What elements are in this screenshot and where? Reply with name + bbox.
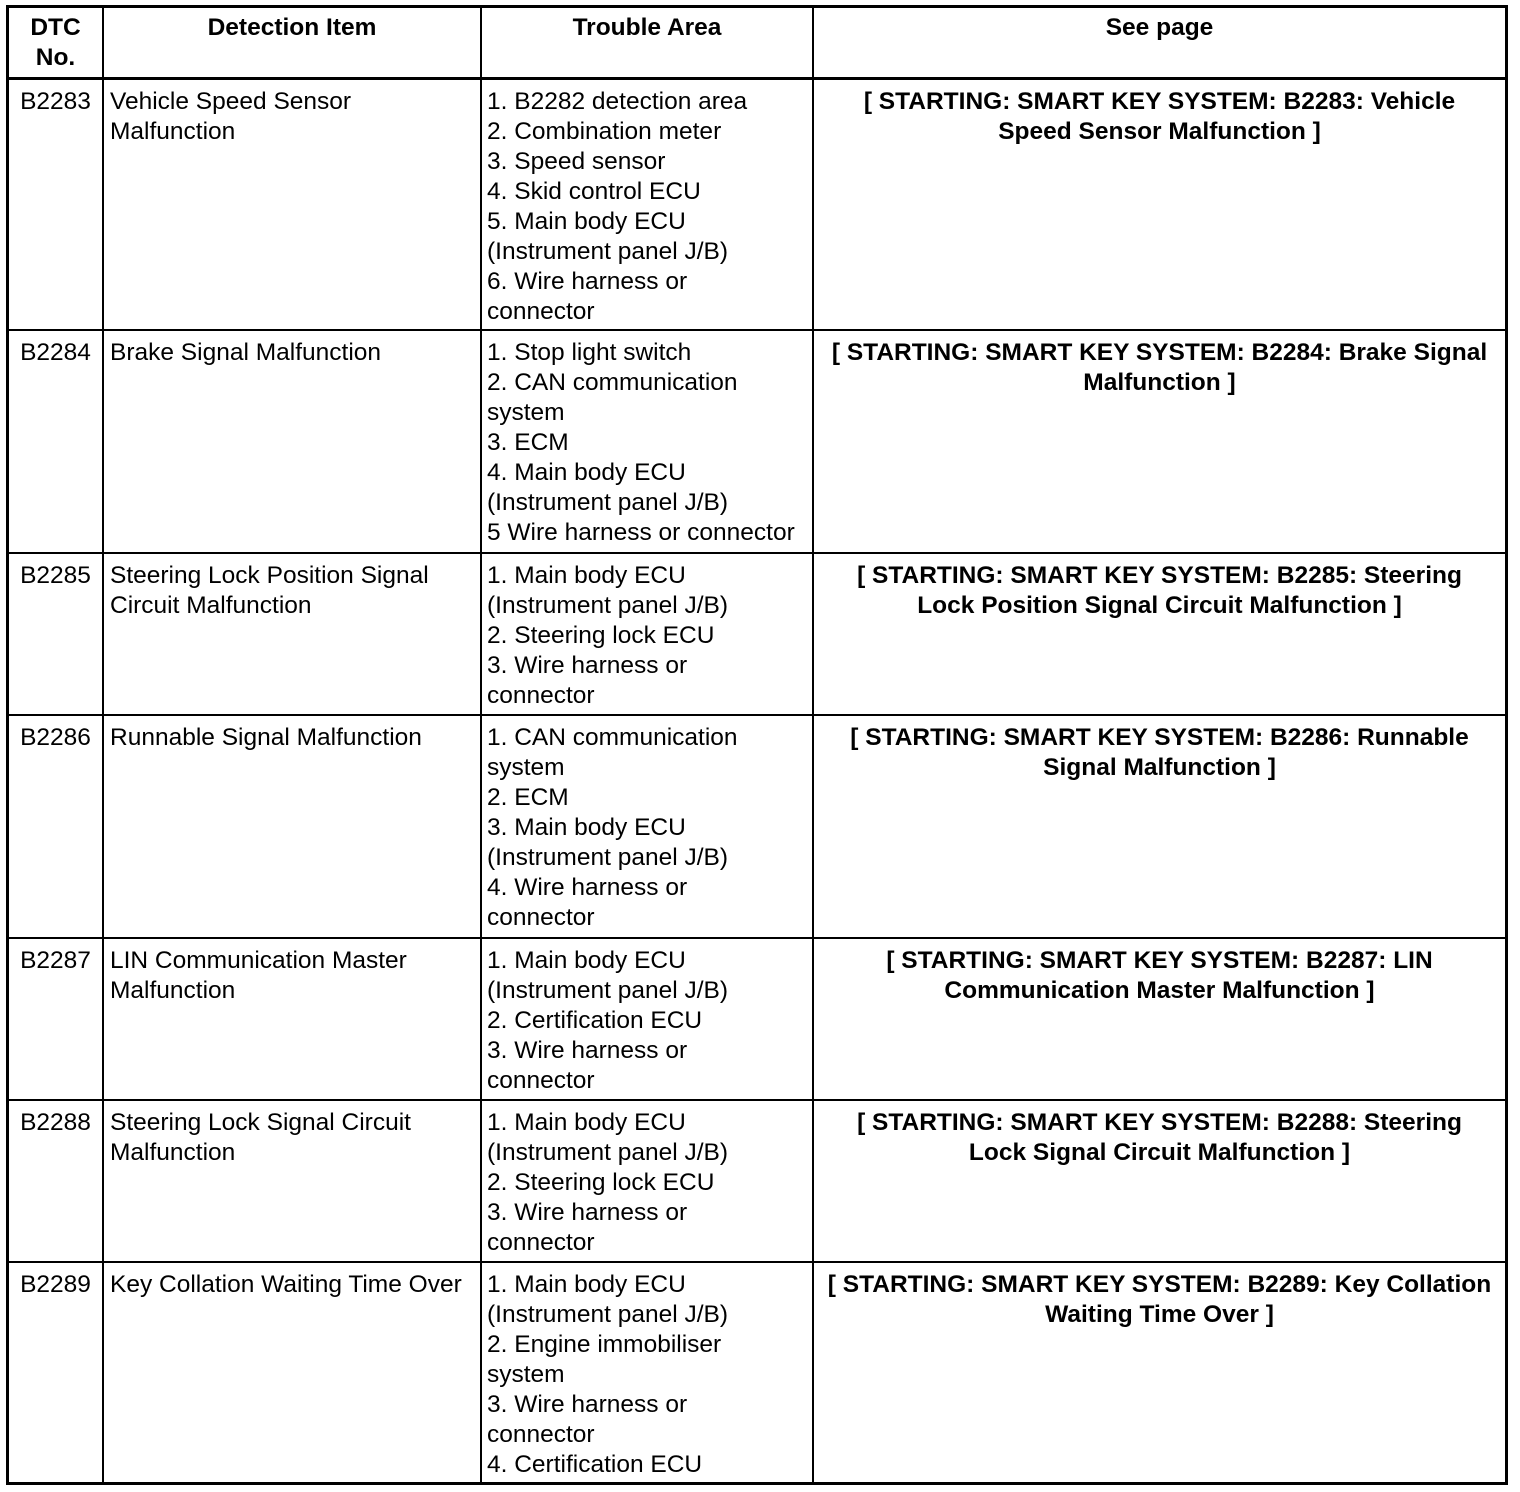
dtc-code: B2285 [9,554,104,714]
dtc-code: B2286 [9,716,104,937]
trouble-area-item: 4. Wire harness or connector [487,874,688,931]
see-page-link[interactable]: [ STARTING: SMART KEY SYSTEM: B2289: Key Collation Waiting Time Over ] [827,1271,1492,1328]
dtc-code: B2289 [9,1263,104,1482]
trouble-area-item: 4. Certification ECU [487,1451,703,1478]
trouble-area-item: 2. Combination meter [487,118,722,145]
trouble-area-item: 5. Main body ECU (Instrument panel J/B) [487,208,729,265]
trouble-area-item: 2. ECM [487,784,569,811]
table-row [9,80,1505,331]
trouble-area-list [482,1263,814,1482]
detection-item: Runnable Signal Malfunction [104,716,482,937]
table-row [9,554,1505,716]
see-page-cell [814,331,1505,552]
trouble-area-list [482,716,814,937]
detection-item: Brake Signal Malfunction [104,331,482,552]
see-page-cell [814,716,1505,937]
detection-item: LIN Communication Master Malfunction [104,939,482,1099]
see-page-link[interactable]: [ STARTING: SMART KEY SYSTEM: B2284: Brake Signal Malfunction ] [831,339,1488,396]
trouble-area-item: 2. Steering lock ECU [487,1169,715,1196]
trouble-area-item: 5 Wire harness or connector [487,519,795,546]
trouble-area-item: 1. B2282 detection area [487,88,748,115]
trouble-area-item: 2. Certification ECU [487,1007,703,1034]
header-detection-item: Detection Item [104,8,482,77]
detection-item: Key Collation Waiting Time Over [104,1263,482,1482]
trouble-area-item: 2. CAN communication system [487,369,738,426]
dtc-code: B2283 [9,80,104,329]
header-see-page: See page [1105,14,1214,41]
trouble-area-item: 3. Wire harness or connector [487,1199,688,1256]
trouble-area-list [482,554,814,714]
see-page-link[interactable]: [ STARTING: SMART KEY SYSTEM: B2283: Vehicle Speed Sensor Malfunction ] [863,88,1456,145]
detection-item: Steering Lock Signal Circuit Malfunction [104,1101,482,1261]
trouble-area-item: 6. Wire harness or connector [487,268,688,325]
see-page-cell [814,1101,1505,1261]
trouble-area-item: 1. CAN communication system [487,724,738,781]
trouble-area-item: 1. Main body ECU (Instrument panel J/B) [487,1271,729,1328]
see-page-cell [814,939,1505,1099]
trouble-area-item: 3. Wire harness or connector [487,1037,688,1094]
trouble-area-item: 3. Wire harness or connector [487,652,688,709]
see-page-link[interactable]: [ STARTING: SMART KEY SYSTEM: B2286: Runnable Signal Malfunction ] [850,724,1469,781]
trouble-area-list [482,331,814,552]
trouble-area-list [482,939,814,1099]
trouble-area-item: 3. ECM [487,429,569,456]
trouble-area-list [482,1101,814,1261]
dtc-code: B2284 [9,331,104,552]
trouble-area-item: 3. Wire harness or connector [487,1391,688,1448]
see-page-link[interactable]: [ STARTING: SMART KEY SYSTEM: B2285: Steering Lock Position Signal Circuit Malfunction ] [857,562,1462,619]
dtc-code: B2288 [9,1101,104,1261]
header-dtc-no: DTC No. [9,8,104,77]
dtc-table [6,5,1508,1485]
trouble-area-item: 1. Main body ECU (Instrument panel J/B) [487,1109,729,1166]
detection-item: Steering Lock Position Signal Circuit Malfunction [104,554,482,714]
trouble-area-item: 3. Speed sensor [487,148,666,175]
see-page-cell [814,1263,1505,1482]
trouble-area-item: 4. Skid control ECU [487,178,701,205]
table-body [9,80,1505,1482]
trouble-area-item: 1. Main body ECU (Instrument panel J/B) [487,562,729,619]
table-row [9,331,1505,554]
trouble-area-list [482,80,814,329]
header-trouble-area: Trouble Area [482,8,814,77]
dtc-code: B2287 [9,939,104,1099]
see-page-cell [814,554,1505,714]
trouble-area-item: 1. Main body ECU (Instrument panel J/B) [487,947,729,1004]
trouble-area-item: 2. Steering lock ECU [487,622,715,649]
trouble-area-item: 2. Engine immobiliser system [487,1331,722,1388]
detection-item: Vehicle Speed Sensor Malfunction [104,80,482,329]
see-page-link[interactable]: [ STARTING: SMART KEY SYSTEM: B2288: Steering Lock Signal Circuit Malfunction ] [857,1109,1462,1166]
trouble-area-item: 4. Main body ECU (Instrument panel J/B) [487,459,729,516]
see-page-link[interactable]: [ STARTING: SMART KEY SYSTEM: B2287: LIN Communication Master Malfunction ] [886,947,1433,1004]
table-header-row [9,8,1505,80]
table-row [9,1263,1505,1482]
table-row [9,1101,1505,1263]
trouble-area-item: 3. Main body ECU (Instrument panel J/B) [487,814,729,871]
table-row [9,716,1505,939]
trouble-area-item: 1. Stop light switch [487,339,692,366]
see-page-cell [814,80,1505,329]
table-row [9,939,1505,1101]
